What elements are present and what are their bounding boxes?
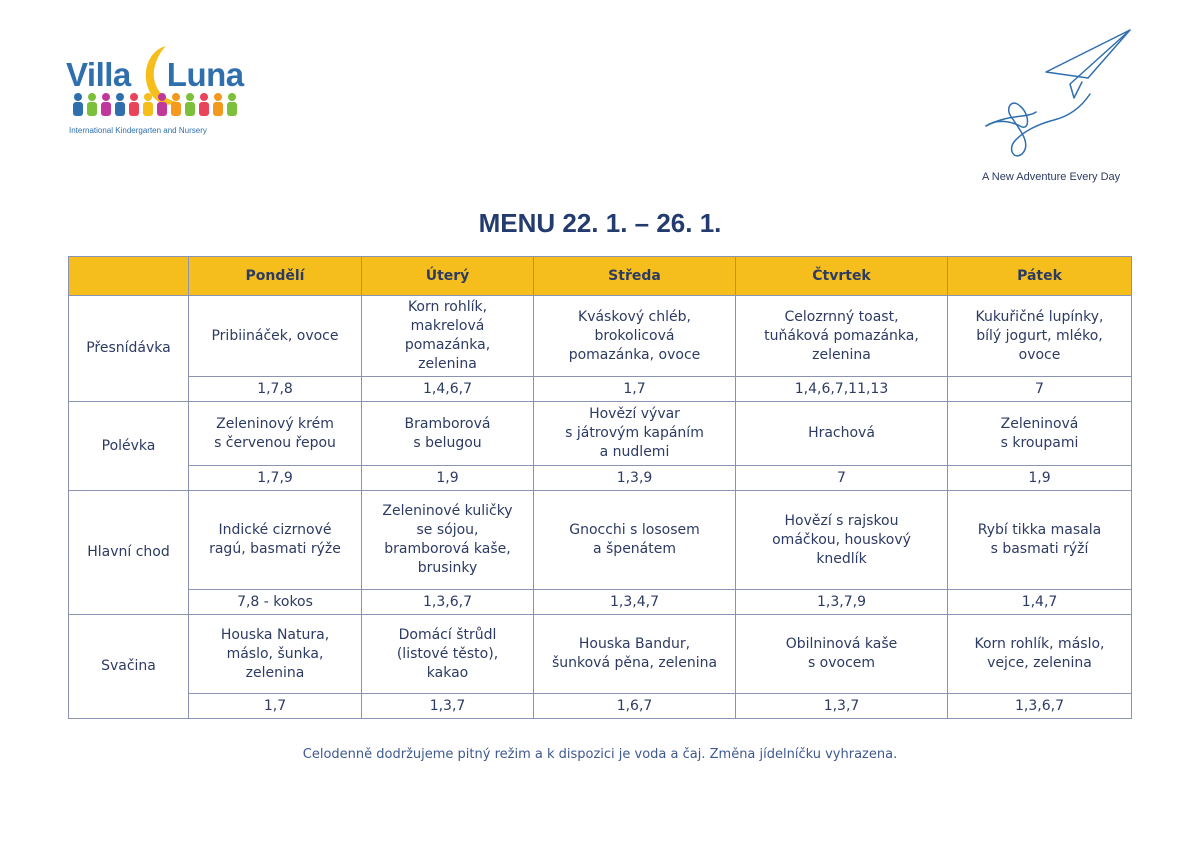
meal-cell: Kváskový chléb, brokolicová pomazánka, ovoce xyxy=(534,296,736,377)
meal-row xyxy=(69,615,1132,694)
allergen-cell: 1,3,7,9 xyxy=(736,590,948,615)
allergen-cell: 1,9 xyxy=(362,466,534,491)
meal-cell: Pribiináček, ovoce xyxy=(189,296,362,377)
meal-cell: Domácí štrůdl (listové těsto), kakao xyxy=(362,615,534,694)
meal-cell: Indické cizrnové ragú, basmati rýže xyxy=(189,491,362,590)
children-figures-icon xyxy=(70,92,240,118)
allergen-cell: 1,7,9 xyxy=(189,466,362,491)
meal-row xyxy=(69,491,1132,590)
allergen-row xyxy=(69,590,1132,615)
meal-type-label: Přesnídávka xyxy=(69,296,189,402)
allergen-cell: 1,3,9 xyxy=(534,466,736,491)
allergen-cell: 1,3,7 xyxy=(736,694,948,719)
meal-type-label: Svačina xyxy=(69,615,189,719)
meal-cell: Zeleninová s kroupami xyxy=(948,402,1132,466)
allergen-cell: 1,4,6,7,11,13 xyxy=(736,377,948,402)
logo-name-villa: Villa xyxy=(66,56,131,93)
day-header: Úterý xyxy=(362,257,534,296)
allergen-cell: 7 xyxy=(736,466,948,491)
day-header: Pondělí xyxy=(189,257,362,296)
day-header: Středa xyxy=(534,257,736,296)
tagline: A New Adventure Every Day xyxy=(982,171,1121,183)
allergen-cell: 1,7,8 xyxy=(189,377,362,402)
allergen-cell: 1,6,7 xyxy=(534,694,736,719)
header-corner-cell xyxy=(69,257,189,296)
meal-cell: Hovězí vývar s játrovým kapáním a nudlemi xyxy=(534,402,736,466)
logo-subtitle: International Kindergarten and Nursery xyxy=(69,126,207,135)
allergen-cell: 1,3,7 xyxy=(362,694,534,719)
meal-cell: Zeleninové kuličky se sójou, bramborová kaše, brusinky xyxy=(362,491,534,590)
meal-row xyxy=(69,402,1132,466)
allergen-cell: 1,3,6,7 xyxy=(948,694,1132,719)
meal-cell: Gnocchi s lososem a špenátem xyxy=(534,491,736,590)
footer-note: Celodenně dodržujeme pitný režim a k dispozici je voda a čaj. Změna jídelníčku vyhrazena. xyxy=(302,747,898,762)
meal-cell: Obilninová kaše s ovocem xyxy=(736,615,948,694)
allergen-cell: 1,4,6,7 xyxy=(362,377,534,402)
allergen-cell: 1,3,6,7 xyxy=(362,590,534,615)
meal-cell: Hrachová xyxy=(736,402,948,466)
menu-table xyxy=(68,256,1132,719)
allergen-cell: 1,7 xyxy=(189,694,362,719)
meal-cell: Houska Natura, máslo, šunka, zelenina xyxy=(189,615,362,694)
meal-cell: Zeleninový krém s červenou řepou xyxy=(189,402,362,466)
page-title: MENU 22. 1. – 26. 1. xyxy=(478,208,722,238)
meal-cell: Korn rohlík, máslo, vejce, zelenina xyxy=(948,615,1132,694)
day-header: Pátek xyxy=(948,257,1132,296)
meal-cell: Hovězí s rajskou omáčkou, houskový knedlík xyxy=(736,491,948,590)
meal-type-label: Polévka xyxy=(69,402,189,491)
allergen-row xyxy=(69,694,1132,719)
villa-luna-logo xyxy=(64,40,254,140)
meal-cell: Kukuřičné lupínky, bílý jogurt, mléko, ovoce xyxy=(948,296,1132,377)
allergen-cell: 1,7 xyxy=(534,377,736,402)
allergen-cell: 1,4,7 xyxy=(948,590,1132,615)
meal-cell: Houska Bandur, šunková pěna, zelenina xyxy=(534,615,736,694)
meal-cell: Celozrnný toast, tuňáková pomazánka, zelenina xyxy=(736,296,948,377)
allergen-row xyxy=(69,377,1132,402)
allergen-cell: 7,8 - kokos xyxy=(189,590,362,615)
meal-cell: Rybí tikka masala s basmati rýží xyxy=(948,491,1132,590)
day-header: Čtvrtek xyxy=(736,257,948,296)
allergen-cell: 1,9 xyxy=(948,466,1132,491)
meal-cell: Bramborová s belugou xyxy=(362,402,534,466)
meal-cell: Korn rohlík, makrelová pomazánka, zelenina xyxy=(362,296,534,377)
meal-type-label: Hlavní chod xyxy=(69,491,189,615)
paper-plane-icon xyxy=(978,26,1138,161)
allergen-cell: 7 xyxy=(948,377,1132,402)
meal-row xyxy=(69,296,1132,377)
logo-name-luna: Luna xyxy=(166,56,244,93)
header-row xyxy=(69,257,1132,296)
allergen-cell: 1,3,4,7 xyxy=(534,590,736,615)
allergen-row xyxy=(69,466,1132,491)
